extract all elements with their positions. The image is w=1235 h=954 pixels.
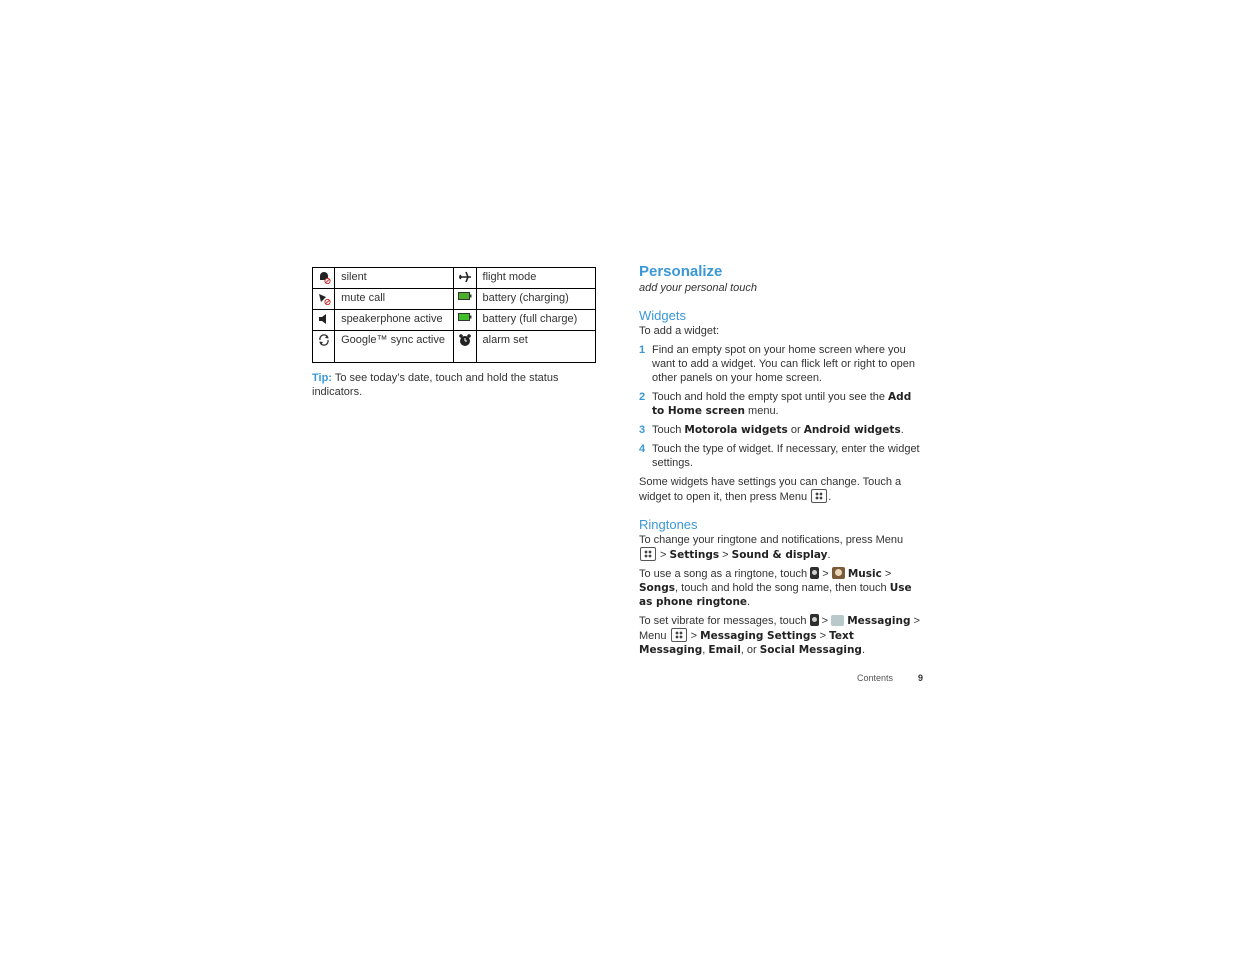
table-row: [313, 310, 596, 331]
step-text: or: [787, 424, 804, 436]
battery-charging-icon: [454, 289, 476, 310]
page-subtitle: add your personal touch: [639, 282, 758, 294]
table-cell: speakerphone active: [335, 310, 454, 331]
text: >: [881, 568, 892, 580]
tip-text: To see today’s date, touch and hold the status indicators.: [312, 372, 559, 398]
text: .: [827, 549, 831, 561]
text: .: [861, 644, 866, 656]
step-number: 4: [639, 443, 646, 455]
widgets-heading: Widgets: [639, 308, 686, 323]
step-text: Touch: [652, 424, 685, 436]
tip-label: Tip:: [312, 372, 332, 384]
menu-option: Settings: [669, 549, 720, 561]
text: > Menu: [639, 615, 920, 642]
menu-option: Songs: [639, 582, 676, 594]
music-app-icon: [832, 567, 845, 579]
personalize-section: [639, 262, 923, 662]
page-number: 9: [918, 673, 924, 683]
text: >: [819, 568, 832, 580]
text: >: [657, 549, 670, 561]
step-text: Touch and hold the empty spot until you see the: [652, 391, 889, 403]
menu-option: Messaging Settings: [700, 630, 817, 642]
table-row: [313, 289, 596, 310]
table-cell: battery (full charge): [476, 310, 595, 331]
text: To set vibrate for messages, touch: [639, 615, 810, 627]
menu-option: Motorola widgets: [684, 424, 788, 436]
step-number: 3: [639, 424, 646, 436]
widget-steps: [639, 343, 923, 470]
widgets-note: [639, 475, 923, 504]
battery-full-icon: [454, 310, 476, 331]
table-cell: battery (charging): [476, 289, 595, 310]
table-cell: flight mode: [476, 268, 595, 289]
text: >: [816, 630, 830, 642]
ringtones-paragraph-2: [639, 567, 923, 609]
text: , touch and hold the song name, then touch: [675, 582, 890, 594]
table-cell: Google™ sync active: [335, 331, 454, 363]
menu-key-icon: [640, 547, 656, 561]
alarm-clock-icon: [454, 331, 476, 363]
text: ,: [702, 644, 709, 656]
mute-call-icon: [313, 289, 335, 310]
ringtones-paragraph-3: [639, 614, 923, 657]
menu-option: Android widgets: [803, 424, 901, 436]
menu-option: Text Messaging: [639, 630, 854, 656]
menu-option: Use as phone ringtone: [639, 582, 912, 608]
tip-paragraph: [312, 371, 592, 399]
menu-option: Sound & display: [731, 549, 828, 561]
text: To use a song as a ringtone, touch: [639, 568, 811, 580]
status-indicator-table: [312, 267, 596, 363]
step-number: 2: [639, 391, 646, 403]
airplane-icon: [454, 268, 476, 289]
launcher-icon: [810, 614, 819, 626]
note-text: .: [828, 491, 832, 503]
menu-option: Messaging: [847, 615, 911, 627]
text: >: [687, 630, 701, 642]
page-footer: [857, 673, 924, 683]
launcher-icon: [810, 567, 819, 579]
step-text: Touch the type of widget. If necessary, enter the widget settings.: [652, 443, 920, 469]
table-row: [313, 331, 596, 363]
widgets-intro: To add a widget:: [639, 325, 720, 337]
step-number: 1: [639, 344, 646, 356]
table-cell: mute call: [335, 289, 454, 310]
table-row: [313, 268, 596, 289]
step-text: Find an empty spot on your home screen where you want to add a widget. You can flick left or right to open other panels on your home screen.: [652, 344, 915, 384]
silent-icon: [313, 268, 335, 289]
menu-option: Add to Home screen: [652, 391, 912, 417]
list-item: [639, 442, 923, 470]
text: To change your ringtone and notifications, press Menu: [639, 534, 904, 546]
messaging-app-icon: [831, 615, 844, 626]
menu-option: Music: [847, 568, 882, 580]
text: .: [747, 596, 751, 608]
text: , or: [740, 644, 760, 656]
text: >: [719, 549, 732, 561]
page-title: Personalize: [639, 263, 723, 280]
ringtones-heading: Ringtones: [639, 517, 698, 532]
list-item: [639, 390, 923, 418]
menu-option: Email: [708, 644, 741, 656]
ringtones-paragraph-1: [639, 533, 923, 562]
step-text: menu.: [744, 405, 779, 417]
step-text: .: [900, 424, 904, 436]
table-cell: silent: [335, 268, 454, 289]
text: >: [818, 615, 832, 627]
list-item: [639, 343, 923, 385]
note-text: Some widgets have settings you can change. Touch a widget to open it, then press Menu: [639, 476, 902, 503]
contents-link[interactable]: Contents: [857, 673, 894, 683]
menu-key-icon: [811, 489, 827, 503]
list-item: [639, 423, 923, 437]
speakerphone-icon: [313, 310, 335, 331]
table-cell: alarm set: [476, 331, 595, 363]
menu-option: Social Messaging: [759, 644, 862, 656]
menu-key-icon: [671, 628, 687, 642]
sync-icon: [313, 331, 335, 363]
